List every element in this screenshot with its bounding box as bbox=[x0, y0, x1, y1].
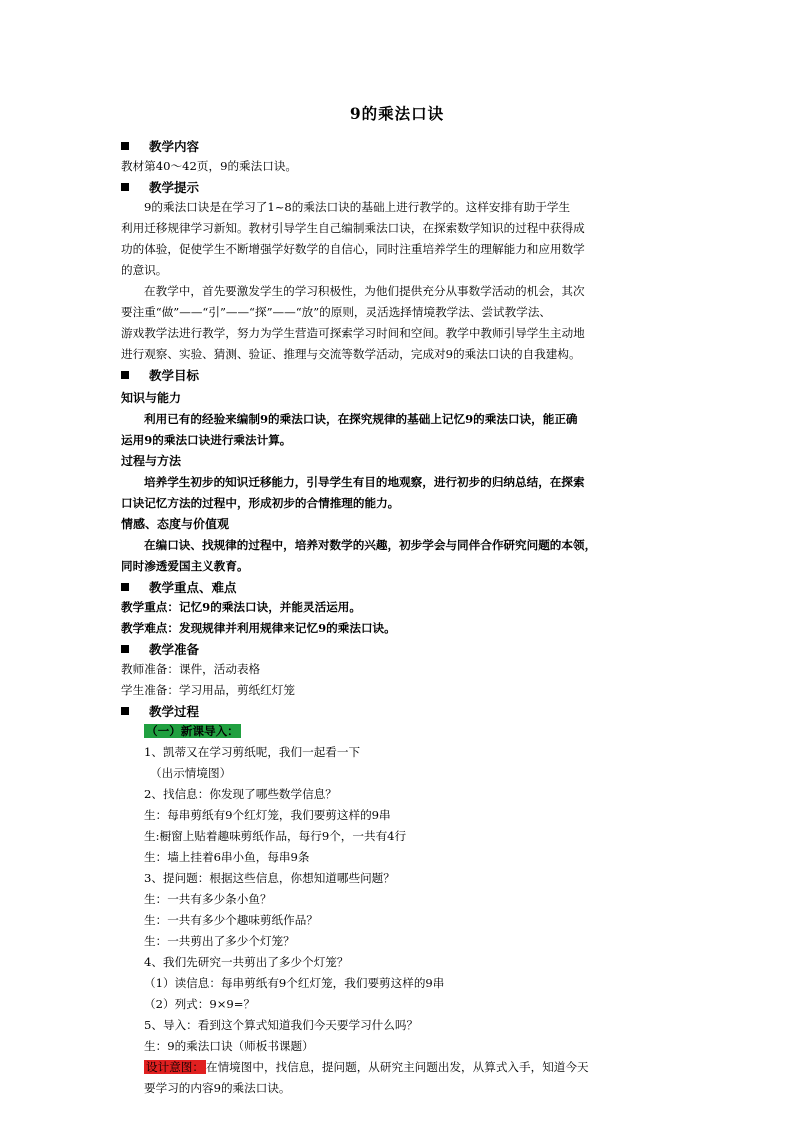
hints-p1-line4: 的意识。 bbox=[121, 263, 168, 277]
section-heading-hints: 教学提示 bbox=[121, 177, 681, 197]
goals-emotion-line1: 在编口诀、找规律的过程中，培养对数学的兴趣，初步学会与同伴合作研究问题的本领， bbox=[144, 538, 597, 552]
process-line: 生:橱窗上贴着趣味剪纸作品，每行9个，一共有4行 bbox=[144, 829, 407, 843]
square-bullet-icon bbox=[121, 142, 129, 150]
content-text: 教材第40～42页，9的乘法口诀。 bbox=[121, 159, 298, 173]
hints-p1-line3: 功的体验，促使学生不断增强学好数学的自信心，同时注重培养学生的理解能力和应用数学 bbox=[121, 242, 585, 256]
process-line: （2）列式：9×9=？ bbox=[144, 997, 256, 1011]
section-heading-process: 教学过程 bbox=[121, 701, 681, 721]
process-line: 4、我们先研究一共剪出了多少个灯笼？ bbox=[144, 955, 349, 969]
process-line: 5、导入：看到这个算式知道我们今天要学习什么吗？ bbox=[144, 1018, 419, 1032]
process-line: 2、找信息：你发现了哪些数学信息？ bbox=[144, 787, 337, 801]
process-line: （出示情境图） bbox=[150, 766, 232, 780]
process-line: 1、凯蒂又在学习剪纸呢，我们一起看一下 bbox=[144, 745, 361, 759]
goals-knowledge-label: 知识与能力 bbox=[121, 391, 182, 405]
hints-p1-line1: 9的乘法口诀是在学习了1~8的乘法口诀的基础上进行教学的。这样安排有助于学生 bbox=[144, 200, 571, 214]
goals-emotion-line2: 同时渗透爱国主义教育。 bbox=[121, 559, 249, 573]
process-line: 生：9的乘法口诀（师板书课题） bbox=[144, 1039, 314, 1053]
page-title: 9的乘法口诀 bbox=[349, 104, 445, 123]
hints-p2-line2: 要注重“做”——“引”——“探”——“放”的原则，灵活选择情境教学法、尝试教学法、 bbox=[121, 305, 552, 319]
hints-p2-line3: 游戏教学法进行教学，努力为学生营造可探索学习时间和空间。教学中教师引导学生主动地 bbox=[121, 326, 585, 340]
goals-process-label: 过程与方法 bbox=[121, 454, 182, 468]
highlighted-part-label: （一）新课导入： bbox=[146, 724, 239, 738]
process-line: （1）读信息：每串剪纸有9个红灯笼，我们要剪这样的9串 bbox=[144, 976, 445, 990]
student-prep: 学生准备：学习用品，剪纸红灯笼 bbox=[121, 683, 295, 697]
process-line: 生：一共有多少个趣味剪纸作品？ bbox=[144, 913, 318, 927]
design-intent-label: 设计意图： bbox=[146, 1060, 204, 1074]
square-bullet-icon bbox=[121, 183, 129, 191]
goals-process-line1: 培养学生初步的知识迁移能力，引导学生有目的地观察，进行初步的归纳总结，在探索 bbox=[144, 475, 585, 489]
design-intent-line1: 设计意图： 在情境图中，找信息，提问题，从研究主问题出发，从算式入手，知道今天 bbox=[146, 1060, 589, 1074]
process-line: 生：一共剪出了多少个灯笼？ bbox=[144, 934, 295, 948]
goals-emotion-label: 情感、态度与价值观 bbox=[121, 517, 230, 531]
square-bullet-icon bbox=[121, 707, 129, 715]
section-heading-content: 教学内容 bbox=[121, 136, 681, 156]
difficult-point: 教学难点：发现规律并利用规律来记忆9的乘法口诀。 bbox=[121, 621, 396, 635]
goals-process-line2: 口诀记忆方法的过程中，形成初步的合情推理的能力。 bbox=[121, 496, 400, 510]
process-line: 生：每串剪纸有9个红灯笼，我们要剪这样的9串 bbox=[144, 808, 391, 822]
square-bullet-icon bbox=[121, 371, 129, 379]
hints-p2-line1: 在教学中，首先要激发学生的学习积极性，为他们提供充分从事数学活动的机会，其次 bbox=[144, 284, 585, 298]
process-line: 生：墙上挂着6串小鱼，每串9条 bbox=[144, 850, 310, 864]
design-intent-line2: 要学习的内容9的乘法口诀。 bbox=[144, 1081, 291, 1095]
process-part1-heading bbox=[121, 721, 681, 742]
teacher-prep: 教师准备：课件，活动表格 bbox=[121, 662, 261, 676]
goals-knowledge-line1: 利用已有的经验来编制9的乘法口诀，在探究规律的基础上记忆9的乘法口诀，能正确 bbox=[144, 412, 578, 426]
process-line: 3、提问题：根据这些信息，你想知道哪些问题？ bbox=[144, 871, 395, 885]
document-body bbox=[121, 136, 681, 1099]
key-point: 教学重点：记忆9的乘法口诀，并能灵活运用。 bbox=[121, 600, 361, 614]
goals-knowledge-line2: 运用9的乘法口诀进行乘法计算。 bbox=[121, 433, 292, 447]
square-bullet-icon bbox=[121, 645, 129, 653]
hints-p1-line2: 利用迁移规律学习新知。教材引导学生自己编制乘法口诀，在探索数学知识的过程中获得成 bbox=[121, 221, 585, 235]
section-heading-keys: 教学重点、难点 bbox=[121, 577, 681, 597]
section-heading-goals: 教学目标 bbox=[121, 365, 681, 385]
hints-p2-line4: 进行观察、实验、猜测、验证、推理与交流等数学活动，完成对9的乘法口诀的自我建构。 bbox=[121, 347, 581, 361]
square-bullet-icon bbox=[121, 583, 129, 591]
section-heading-prep: 教学准备 bbox=[121, 639, 681, 659]
process-line: 生：一共有多少条小鱼？ bbox=[144, 892, 272, 906]
